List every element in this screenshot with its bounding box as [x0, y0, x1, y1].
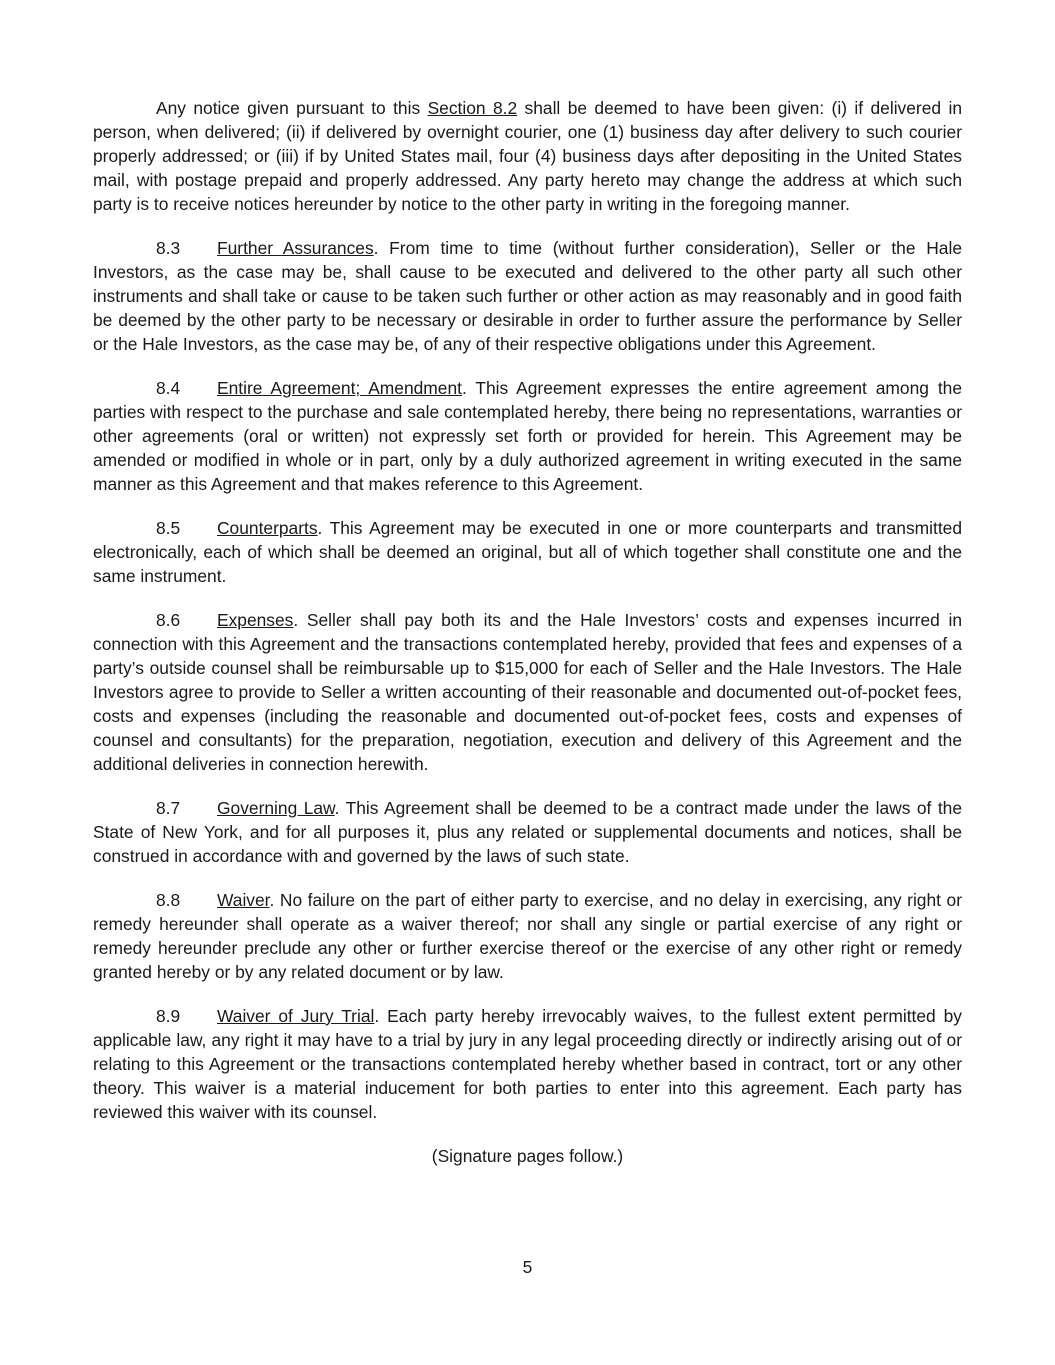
section-heading: Expenses [217, 610, 294, 630]
section-reference-link[interactable]: Section 8.2 [427, 98, 518, 118]
section-text: . Each party hereby irrevocably waives, to the fullest extent permitted by applicable law, any right it may have to a trial by jury in any legal proceeding directly or indirectly arising out of or relating to this Agreement or the transactions contemplated hereby whether based in contract, tort or any other theory. This waiver is a material inducement for both parties to enter into this agreement. Each party has reviewed this waiver with its counsel. [93, 1006, 962, 1122]
section-number: 8.3 [156, 238, 181, 258]
section-number: 8.7 [156, 798, 181, 818]
document-page [93, 96, 962, 1168]
section-text: . No failure on the part of either party to exercise, and no delay in exercising, any right or remedy hereunder shall operate as a waiver thereof; nor shall any single or partial exercise of any right or remedy hereunder preclude any other or further exercise thereof or the exercise of any other right or remedy granted hereby or by any related document or by law. [93, 890, 962, 982]
page-number: 5 [522, 1257, 533, 1277]
section-text: . This Agreement expresses the entire agreement among the parties with respect to the purchase and sale contemplated hereby, there being no representations, warranties or other agreements (oral or written) not expressly set forth or provided for herein. This Agreement may be amended or modified in whole or in part, only by a duly authorized agreement in writing executed in the same manner as this Agreement and that makes reference to this Agreement. [93, 378, 963, 494]
section-heading: Counterparts [217, 518, 318, 538]
section-number: 8.6 [156, 610, 181, 630]
section-8-4 [93, 376, 962, 496]
notice-text-post: shall be deemed to have been given: (i) if delivered in person, when delivered; (ii) if delivered by overnight courier, one (1) business day after delivery to such courier properly addressed; or (iii) if by United States mail, four (4) business days after depositing in the United States mail, with postage prepaid and properly addressed. Any party hereto may change the address at which such party is to receive notices hereunder by notice to the other party in writing in the foregoing manner. [93, 98, 962, 214]
section-heading: Waiver [217, 890, 270, 910]
notice-paragraph [93, 96, 962, 216]
section-number: 8.5 [156, 518, 181, 538]
section-8-8 [93, 888, 962, 984]
section-number: 8.9 [156, 1006, 181, 1026]
section-text: . This Agreement may be executed in one or more counterparts and transmitted electronically, each of which shall be deemed an original, but all of which together shall constitute one and the same instrument. [93, 518, 962, 586]
signature-pages-note: (Signature pages follow.) [431, 1146, 624, 1166]
section-number: 8.8 [156, 890, 181, 910]
section-8-5 [93, 516, 962, 588]
section-heading: Further Assurances [217, 238, 374, 258]
section-number: 8.4 [156, 378, 181, 398]
section-heading: Governing Law [217, 798, 335, 818]
section-8-7 [93, 796, 962, 868]
notice-text-pre: Any notice given pursuant to this [156, 98, 428, 118]
section-8-9 [93, 1004, 962, 1124]
section-text: . This Agreement shall be deemed to be a contract made under the laws of the State of New York, and for all purposes it, plus any related or supplemental documents and notices, shall be construed in accordance with and governed by the laws of such state. [93, 798, 962, 866]
section-heading: Waiver of Jury Trial [217, 1006, 375, 1026]
section-8-6 [93, 608, 962, 776]
section-heading: Entire Agreement; Amendment [217, 378, 462, 398]
section-text: . Seller shall pay both its and the Hale Investors’ costs and expenses incurred in connection with this Agreement and the transactions contemplated hereby, provided that fees and expenses of a party’s outside counsel shall be reimbursable up to $15,000 for each of Seller and the Hale Investors. The Hale Investors agree to provide to Seller a written accounting of their reasonable and documented out-of-pocket fees, costs and expenses (including the reasonable and documented out-of-pocket fees, costs and expenses of counsel and consultants) for the preparation, negotiation, execution and delivery of this Agreement and the additional deliveries in connection herewith. [93, 610, 962, 774]
section-text: . From time to time (without further consideration), Seller or the Hale Investors, as the case may be, shall cause to be executed and delivered to the other party all such other instruments and shall take or cause to be taken such further or other action as may reasonably and in good faith be deemed by the other party to be necessary or desirable in order to further assure the performance by Seller or the Hale Investors, as the case may be, of any of their respective obligations under this Agreement. [93, 238, 962, 354]
section-8-3 [93, 236, 962, 356]
